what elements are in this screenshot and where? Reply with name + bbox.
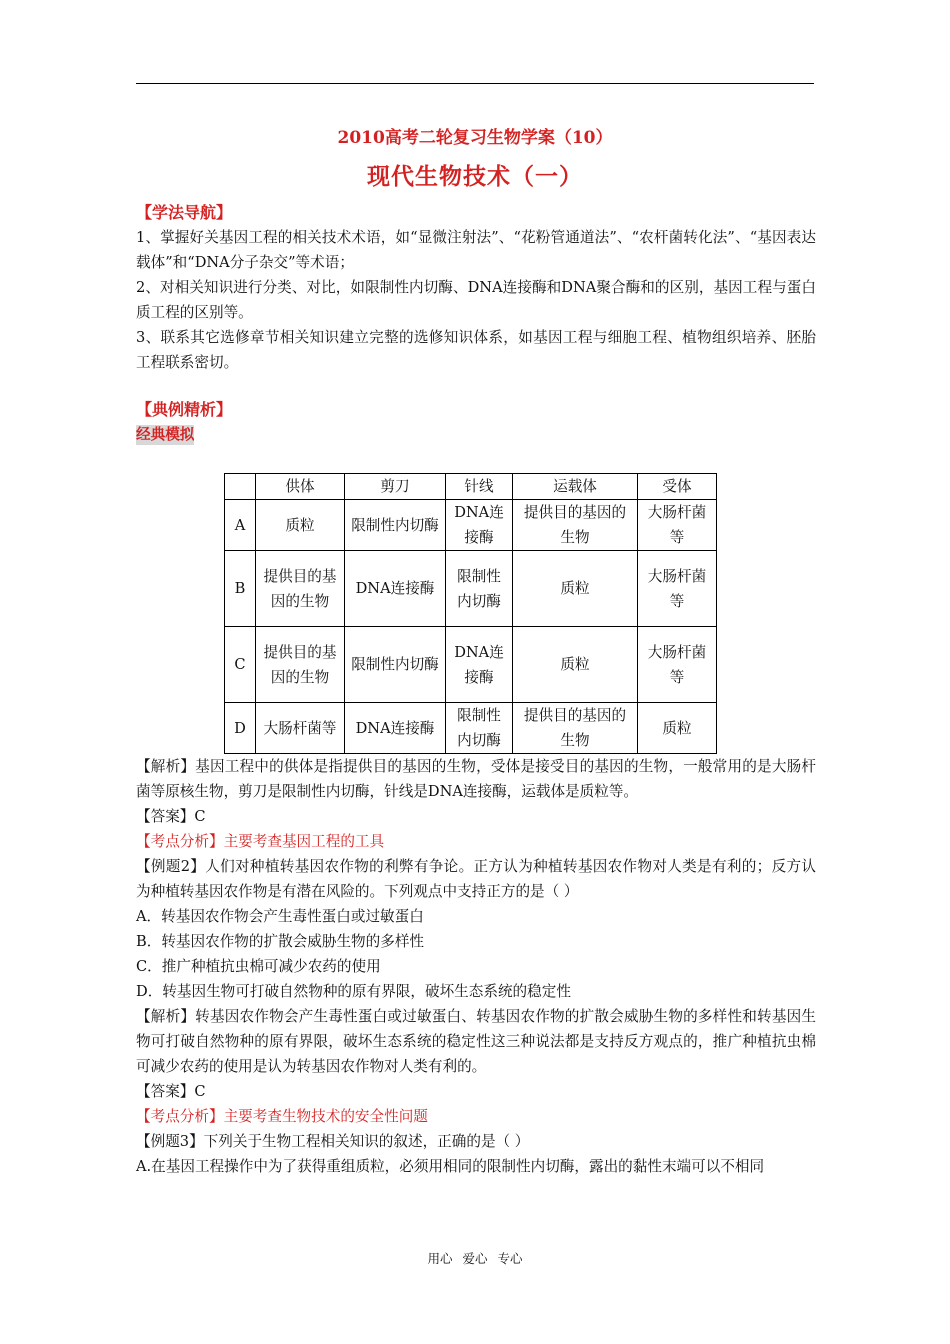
question-text: 人们对种植转基因农作物的利弊有争论。正方认为种植转基因农作物对人类是有利的；反方认为种植转基因农作物是有潜在风险的。下列观点中支持正方的是（ ） [136, 858, 816, 900]
examples-subheading: 经典模拟 [136, 426, 195, 443]
table-header-row [225, 474, 717, 500]
ex2-answer: 【答案】C [136, 1083, 206, 1100]
table-cell: 质粒 [638, 703, 717, 754]
table-cell: DNA连接酶 [345, 551, 446, 627]
table-cell: 质粒 [256, 500, 345, 551]
study-guide-item: 2、对相关知识进行分类、对比，如限制性内切酶、DNA连接酶和DNA聚合酶和的区别，基因工程与蛋白质工程的区别等。 [136, 279, 816, 321]
point-text: 主要考查生物技术的安全性问题 [223, 1108, 428, 1125]
question-text: 下列关于生物工程相关知识的叙述，正确的是（ ） [203, 1133, 530, 1150]
question-label: 【例题2】 [136, 858, 206, 875]
table-cell: 提供目的基因的生物 [256, 551, 345, 627]
ex2-option: B．转基因农作物的扩散会威胁生物的多样性 [136, 933, 425, 950]
table-cell: DNA连接酶 [446, 627, 513, 703]
table-row [225, 703, 717, 754]
ex2-analysis [136, 1004, 816, 1079]
doc-title: 2010高考二轮复习生物学案（10） [337, 128, 613, 148]
analysis-label: 【解析】 [136, 758, 196, 775]
study-guide-item: 3、联系其它选修章节相关知识建立完整的选修知识体系，如基因工程与细胞工程、植物组织培养、胚胎工程联系密切。 [136, 329, 816, 371]
table-cell: 质粒 [513, 551, 638, 627]
table-cell: 限制性内切酶 [345, 627, 446, 703]
analysis-label: 【解析】 [136, 1008, 196, 1025]
table-header-cell: 针线 [446, 474, 513, 500]
table-cell: A [225, 500, 256, 551]
table-header-cell: 受体 [638, 474, 717, 500]
ex2-question [136, 854, 816, 904]
examples-body [136, 754, 816, 1179]
table-cell: 限制性内切酶 [446, 551, 513, 627]
examples-section [136, 397, 816, 447]
ex2-option: D．转基因生物可打破自然物种的原有界限，破坏生态系统的稳定性 [136, 983, 571, 1000]
analysis-text: 转基因农作物会产生毒性蛋白或过敏蛋白、转基因农作物的扩散会威胁生物的多样性和转基因生物可打破自然物种的原有界限，破坏生态系统的稳定性这三种说法都是支持反方观点的，推广种植抗虫棉可减少农药的使用是认为转基因农作物对人类有利的。 [136, 1008, 816, 1075]
header-rule [136, 83, 814, 84]
doc-subtitle: 现代生物技术（一） [367, 163, 583, 190]
table-cell: D [225, 703, 256, 754]
point-label: 【考点分析】 [136, 833, 224, 850]
ex1-analysis [136, 754, 816, 804]
table-cell: C [225, 627, 256, 703]
table-cell: DNA连接酶 [446, 500, 513, 551]
ex1-answer: 【答案】C [136, 808, 206, 825]
table-cell: 大肠杆菌等 [638, 627, 717, 703]
table-row [225, 627, 717, 703]
table-cell: 质粒 [513, 627, 638, 703]
table-cell: 提供目的基因的生物 [513, 703, 638, 754]
table-cell: B [225, 551, 256, 627]
table-row [225, 551, 717, 627]
table-cell: 大肠杆菌等 [638, 551, 717, 627]
ex3-option: A.在基因工程操作中为了获得重组质粒，必须用相同的限制性内切酶，露出的黏性末端可以不相同 [136, 1158, 765, 1175]
examples-heading: 【典例精析】 [136, 400, 233, 419]
table-header-cell: 运载体 [513, 474, 638, 500]
table-cell: 提供目的基因的生物 [513, 500, 638, 551]
ex2-option: A．转基因农作物会产生毒性蛋白或过敏蛋白 [136, 908, 424, 925]
page-footer: 用心 爱心 专心 [427, 1251, 523, 1266]
ex2-option: C．推广种植抗虫棉可减少农药的使用 [136, 958, 381, 975]
question-label: 【例题3】 [136, 1133, 204, 1150]
table-header-cell [225, 474, 256, 500]
ex1-point [136, 829, 816, 854]
table-header-cell: 剪刀 [345, 474, 446, 500]
gene-engineering-table [224, 473, 717, 754]
study-guide-section [136, 200, 816, 375]
table-cell: 大肠杆菌等 [638, 500, 717, 551]
table-cell: DNA连接酶 [345, 703, 446, 754]
table-cell: 限制性内切酶 [345, 500, 446, 551]
table-cell: 提供目的基因的生物 [256, 627, 345, 703]
study-guide-item: 1、掌握好关基因工程的相关技术术语，如“显微注射法”、“花粉管通道法”、“农杆菌转化法”、“基因表达载体”和“DNA分子杂交”等术语； [136, 229, 816, 271]
table-row [225, 500, 717, 551]
point-label: 【考点分析】 [136, 1108, 224, 1125]
point-text: 主要考查基因工程的工具 [223, 833, 385, 850]
analysis-text: 基因工程中的供体是指提供目的基因的生物，受体是接受目的基因的生物，一般常用的是大肠杆菌等原核生物，剪刀是限制性内切酶，针线是DNA连接酶，运载体是质粒等。 [136, 758, 816, 800]
table-header-cell: 供体 [256, 474, 345, 500]
table-cell: 大肠杆菌等 [256, 703, 345, 754]
table-cell: 限制性内切酶 [446, 703, 513, 754]
ex2-point [136, 1104, 816, 1129]
study-guide-heading: 【学法导航】 [136, 203, 233, 222]
ex3-question [136, 1129, 816, 1154]
